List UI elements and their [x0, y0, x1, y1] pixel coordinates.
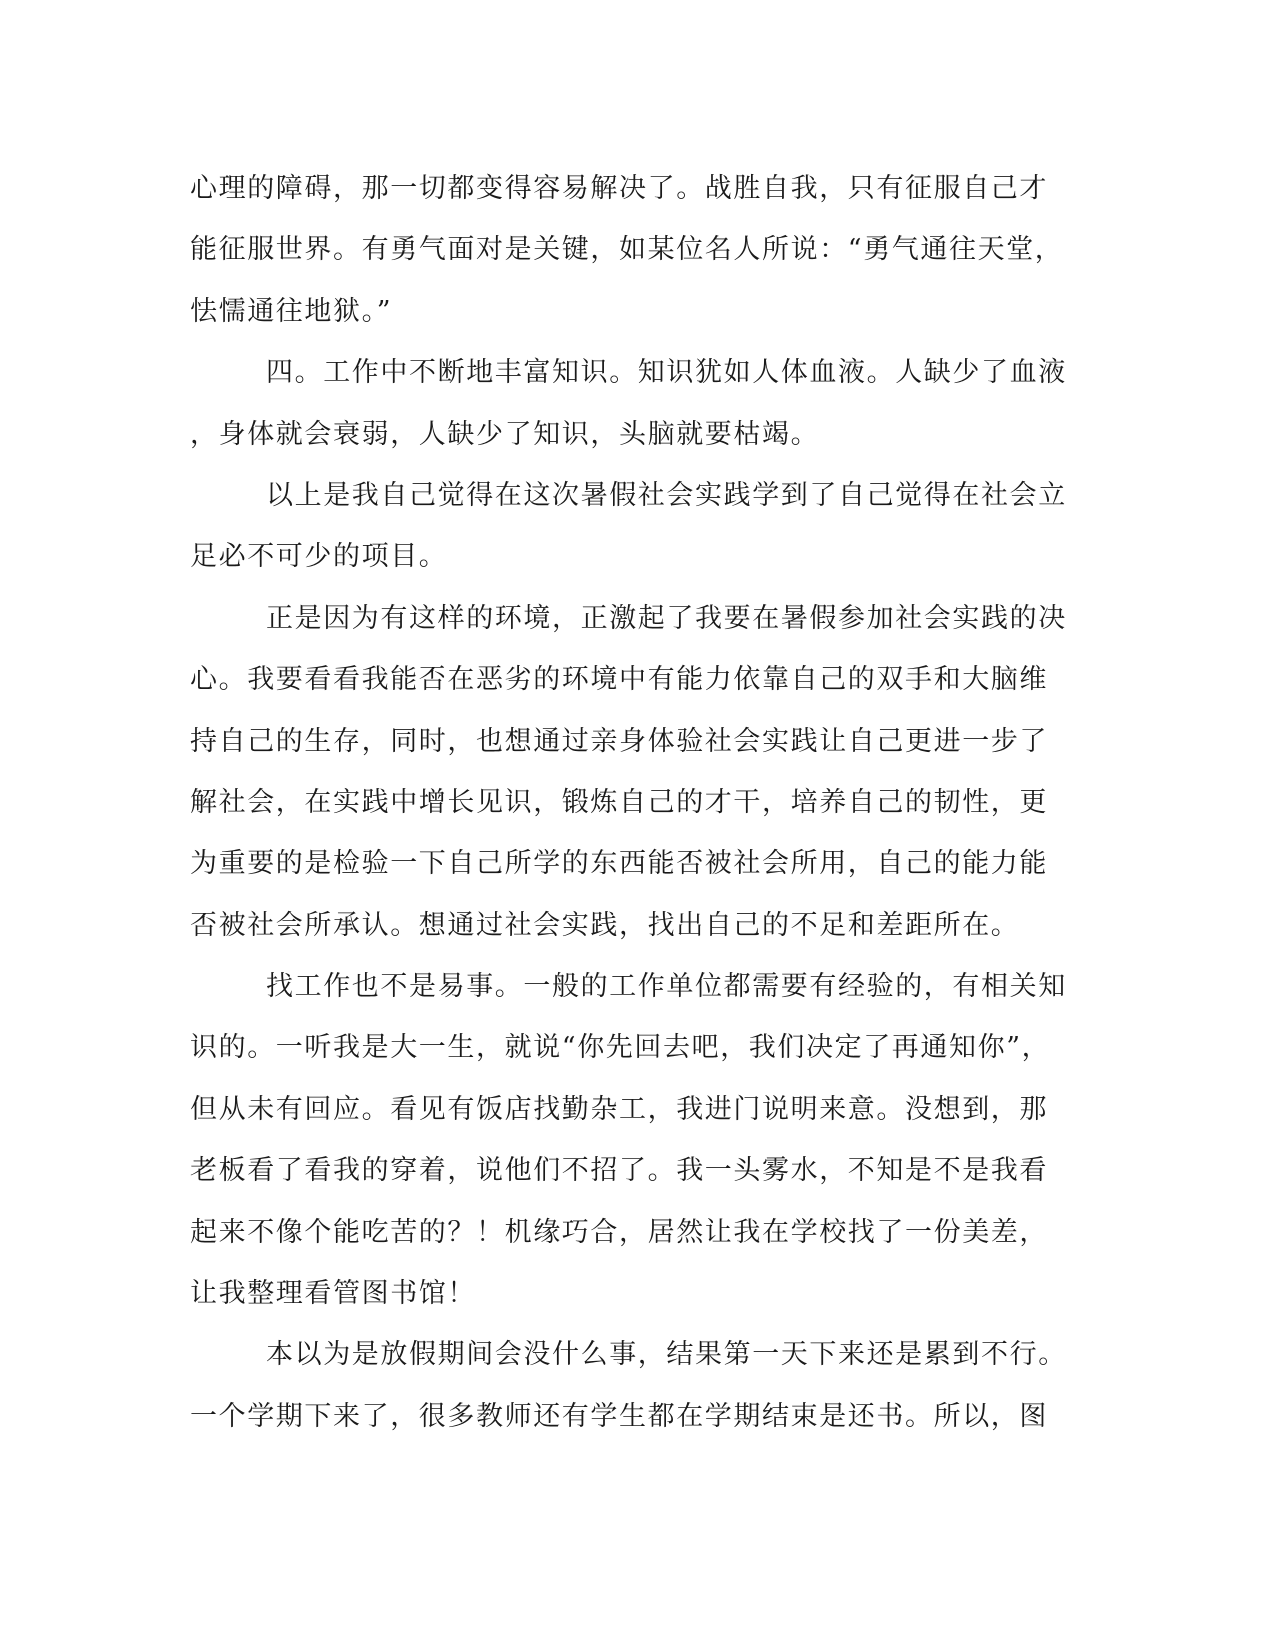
text-line: 心理的障碍，那一切都变得容易解决了。战胜自我，只有征服自己才	[190, 173, 1048, 204]
text-line: 解社会，在实践中增长见识，锻炼自己的才干，培养自己的韧性，更	[190, 786, 1048, 818]
paragraph-start-line: 四。工作中不断地丰富知识。知识犹如人体血液。人缺少了血液	[266, 357, 1067, 389]
text-line: 怯懦通往地狱。”	[190, 295, 393, 327]
paragraph-start-line: 以上是我自己觉得在这次暑假社会实践学到了自己觉得在社会立	[266, 479, 1067, 511]
text-line: 足必不可少的项目。	[190, 541, 448, 573]
text-line: 持自己的生存，同时，也想通过亲身体验社会实践让自己更进一步了	[190, 725, 1048, 757]
text-line: 能征服世界。有勇气面对是关键，如某位名人所说：“勇气通往天堂，	[190, 234, 1064, 266]
text-line: 但从未有回应。看见有饭店找勤杂工，我进门说明来意。没想到，那	[190, 1093, 1048, 1125]
text-line: 心。我要看看我能否在恶劣的环境中有能力依靠自己的双手和大脑维	[190, 664, 1048, 696]
text-line: ，身体就会衰弱，人缺少了知识，头脑就要枯竭。	[190, 418, 820, 450]
text-line: 识的。一听我是大一生，就说“你先回去吧，我们决定了再通知你”，	[190, 1032, 1051, 1064]
text-line: 一个学期下来了，很多教师还有学生都在学期结束是还书。所以，图	[190, 1400, 1048, 1432]
paragraph-start-line: 正是因为有这样的环境，正激起了我要在暑假参加社会实践的决	[266, 602, 1067, 634]
text-line: 让我整理看管图书馆！	[190, 1278, 476, 1310]
paragraph-start-line: 找工作也不是易事。一般的工作单位都需要有经验的，有相关知	[266, 971, 1067, 1003]
text-line: 起来不像个能吃苦的？！机缘巧合，居然让我在学校找了一份美差，	[190, 1216, 1048, 1248]
text-line: 为重要的是检验一下自己所学的东西能否被社会所用，自己的能力能	[190, 848, 1048, 880]
paragraph-start-line: 本以为是放假期间会没什么事，结果第一天下来还是累到不行。	[266, 1339, 1067, 1371]
text-line: 老板看了看我的穿着，说他们不招了。我一头雾水，不知是不是我看	[190, 1155, 1048, 1187]
body-text	[190, 158, 1090, 1447]
text-line: 否被社会所承认。想通过社会实践，找出自己的不足和差距所在。	[190, 909, 1020, 941]
